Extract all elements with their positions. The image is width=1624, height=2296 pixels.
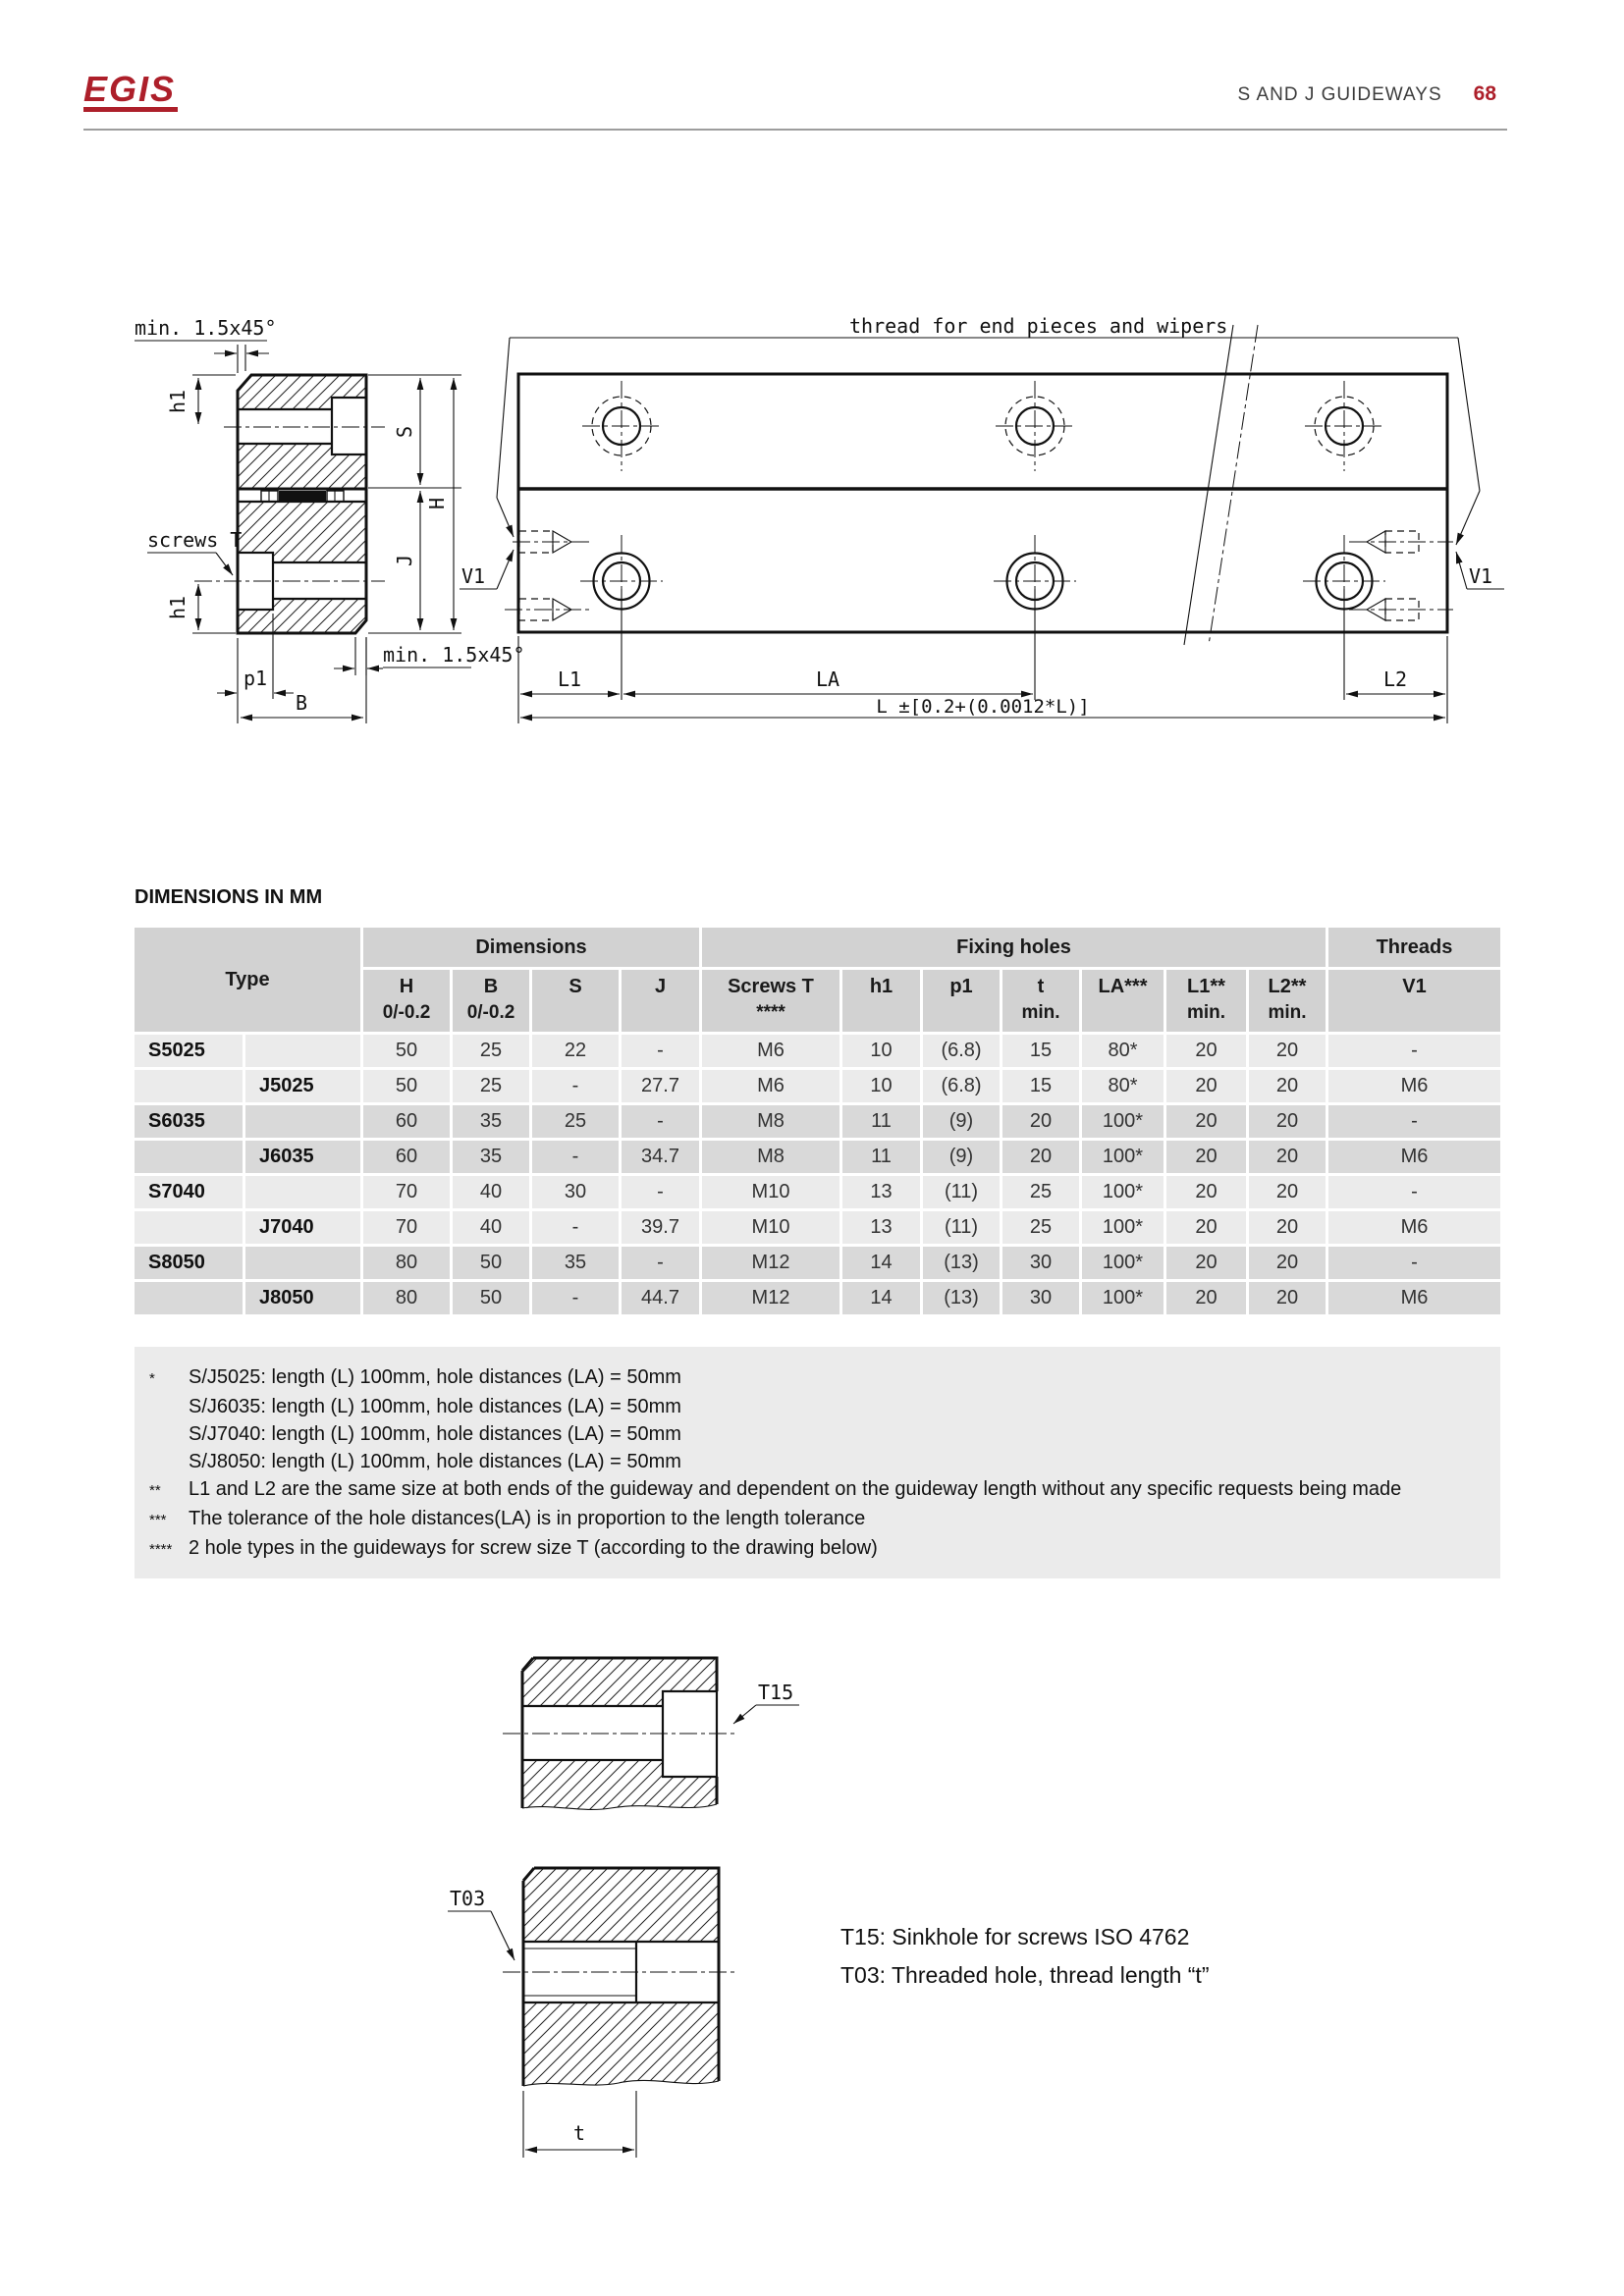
value-cell: - [622,1176,699,1208]
value-cell: 39.7 [622,1211,699,1244]
footnote-text: S/J7040: length (L) 100mm, hole distances (LA) = 50mm [189,1423,681,1445]
value-cell: 25 [1002,1176,1079,1208]
guideway-technical-drawing [88,312,1512,729]
footnote-line [135,1505,1500,1534]
column-header-h1 [842,970,920,1032]
value-cell: 35 [453,1141,529,1173]
type-cell-s [135,1282,243,1314]
value-cell: (11) [923,1176,1000,1208]
value-cell: 20 [1249,1070,1326,1102]
value-cell: 70 [363,1176,450,1208]
value-cell: 14 [842,1282,920,1314]
value-cell: - [1328,1247,1500,1279]
type-cell-s [135,1070,243,1102]
dim-label-screws-t: screws T [147,528,243,552]
value-cell: (9) [923,1141,1000,1173]
value-cell: 20 [1166,1035,1246,1067]
column-header-type: Type [135,928,360,1032]
value-cell: 20 [1249,1211,1326,1244]
value-cell: 20 [1166,1247,1246,1279]
footnote-line [135,1475,1500,1505]
value-cell: 20 [1249,1141,1326,1173]
chamfer-note-bottom: min. 1.5x45° [383,643,525,667]
value-cell: 70 [363,1211,450,1244]
value-cell: 25 [453,1070,529,1102]
footnote-line [135,1534,1500,1564]
value-cell: 80 [363,1282,450,1314]
hole-type-detail-drawing [422,1639,1188,2169]
footnotes-box [135,1347,1500,1578]
value-cell: 13 [842,1176,920,1208]
value-cell: 13 [842,1211,920,1244]
value-cell: 20 [1002,1141,1079,1173]
column-label: p1 [949,976,973,997]
value-cell: (9) [923,1105,1000,1138]
value-cell: M6 [702,1035,839,1067]
dim-label-v1-left: V1 [461,564,486,588]
value-cell: 80* [1082,1070,1164,1102]
value-cell: 50 [363,1035,450,1067]
value-cell: 100* [1082,1141,1164,1173]
value-cell: 100* [1082,1282,1164,1314]
value-cell: 50 [453,1282,529,1314]
value-cell: 80* [1082,1035,1164,1067]
value-cell: 100* [1082,1176,1164,1208]
footnote-line [135,1448,1500,1475]
group-header-threads: Threads [1328,928,1500,967]
column-header-v1 [1328,970,1500,1032]
column-label: Screws T [728,976,814,997]
footnote-marker [135,1448,189,1475]
value-cell: M6 [1328,1070,1500,1102]
value-cell: 15 [1002,1035,1079,1067]
dimensions-table [135,928,1500,1314]
footnote-text: S/J8050: length (L) 100mm, hole distances (LA) = 50mm [189,1451,681,1472]
value-cell: - [532,1141,619,1173]
type-cell-j [245,1176,360,1208]
footnote-text: 2 hole types in the guideways for screw size T (according to the drawing below) [189,1537,878,1559]
t03-legend: T03: Threaded hole, thread length “t” [840,1962,1210,1988]
t-dim-label: t [572,2121,586,2145]
value-cell: 50 [363,1070,450,1102]
value-cell: 20 [1166,1105,1246,1138]
page-header [1238,82,1496,106]
column-label: LA*** [1098,976,1148,997]
type-cell-s: S8050 [135,1247,243,1279]
value-cell: 20 [1166,1176,1246,1208]
footnote-text: The tolerance of the hole distances(LA) is in proportion to the length tolerance [189,1508,866,1529]
value-cell: M8 [702,1105,839,1138]
footnote-marker [135,1420,189,1448]
type-cell-j: J8050 [245,1282,360,1314]
footnote-text: S/J5025: length (L) 100mm, hole distances (LA) = 50mm [189,1366,681,1388]
value-cell: 22 [532,1035,619,1067]
column-label: S [568,976,582,997]
thread-note: thread for end pieces and wipers [849,314,1228,338]
value-cell: M12 [702,1247,839,1279]
value-cell: 100* [1082,1105,1164,1138]
header-divider [83,129,1507,131]
column-header-t [1002,970,1079,1032]
value-cell: M10 [702,1176,839,1208]
t03-label: T03 [450,1887,486,1910]
value-cell: 30 [1002,1282,1079,1314]
value-cell: 11 [842,1105,920,1138]
plan-view [460,314,1504,723]
value-cell: 20 [1249,1105,1326,1138]
value-cell: (13) [923,1282,1000,1314]
value-cell: M12 [702,1282,839,1314]
column-sublabel: min. [1186,1002,1226,1023]
value-cell: 20 [1249,1282,1326,1314]
value-cell: (11) [923,1211,1000,1244]
footnote-text: L1 and L2 are the same size at both ends of the guideway and dependent on the guideway length without any specific requests being made [189,1478,1402,1500]
dim-label-l2: L2 [1382,667,1408,691]
value-cell: 20 [1166,1211,1246,1244]
column-sublabel: min. [1268,1002,1307,1023]
value-cell: 44.7 [622,1282,699,1314]
column-header-j [622,970,699,1032]
type-cell-j [245,1247,360,1279]
value-cell: (13) [923,1247,1000,1279]
value-cell: - [622,1247,699,1279]
value-cell: 60 [363,1141,450,1173]
column-header-b [453,970,529,1032]
type-cell-j [245,1105,360,1138]
table-title: DIMENSIONS IN MM [135,886,323,908]
column-header-h [363,970,450,1032]
dim-label-h1-top: h1 [166,389,189,414]
value-cell: 50 [453,1247,529,1279]
t03-view [448,1868,736,2158]
value-cell: 20 [1249,1035,1326,1067]
t15-legend: T15: Sinkhole for screws ISO 4762 [840,1924,1190,1949]
value-cell: 40 [453,1176,529,1208]
t15-label: T15 [758,1681,794,1704]
value-cell: 100* [1082,1247,1164,1279]
value-cell: M10 [702,1211,839,1244]
type-cell-j [245,1035,360,1067]
footnote-marker: *** [149,1512,167,1528]
section-title: S AND J GUIDEWAYS [1237,84,1442,105]
value-cell: (6.8) [923,1035,1000,1067]
footnote-marker: * [149,1370,155,1387]
value-cell: M8 [702,1141,839,1173]
value-cell: 10 [842,1070,920,1102]
footnote-text: S/J6035: length (L) 100mm, hole distances (LA) = 50mm [189,1396,681,1417]
column-header-la- [1082,970,1164,1032]
v1-end-threads [505,531,1453,620]
column-label: h1 [869,976,893,997]
dim-label-s: S [393,425,416,439]
type-cell-s: S6035 [135,1105,243,1138]
value-cell: 15 [1002,1070,1079,1102]
type-cell-s: S5025 [135,1035,243,1067]
column-label: t [1037,976,1045,997]
page-number: 68 [1473,82,1496,105]
value-cell: 25 [532,1105,619,1138]
value-cell: - [1328,1176,1500,1208]
value-cell: 20 [1249,1247,1326,1279]
dim-label-la: LA [815,667,840,691]
value-cell: M6 [1328,1141,1500,1173]
value-cell: 14 [842,1247,920,1279]
value-cell: 30 [1002,1247,1079,1279]
column-sublabel: 0/-0.2 [466,1002,515,1023]
footnote-marker: **** [149,1541,173,1558]
dim-label-v1-right: V1 [1469,564,1493,588]
value-cell: 20 [1166,1282,1246,1314]
value-cell: 40 [453,1211,529,1244]
column-label: L2** [1268,976,1307,997]
cross-section-view [194,375,385,633]
dim-label-l-formula: L ±[0.2+(0.0012*L)] [876,696,1090,718]
value-cell: 20 [1249,1176,1326,1208]
type-cell-j: J6035 [245,1141,360,1173]
value-cell: 35 [532,1247,619,1279]
value-cell: 80 [363,1247,450,1279]
t15-view [503,1658,799,1809]
chamfer-note-top: min. 1.5x45° [135,316,277,340]
footnote-marker [135,1393,189,1420]
value-cell: - [532,1282,619,1314]
dim-label-h1-bottom: h1 [166,595,189,620]
dim-label-h: H [425,497,449,510]
value-cell: 25 [453,1035,529,1067]
dim-label-p1: p1 [243,667,268,690]
type-cell-s [135,1211,243,1244]
fixing-holes [580,535,1385,643]
group-header-dimensions: Dimensions [363,928,699,967]
column-label: B [483,976,499,997]
value-cell: 35 [453,1105,529,1138]
type-cell-j: J7040 [245,1211,360,1244]
value-cell: 100* [1082,1211,1164,1244]
column-label: L1** [1187,976,1225,997]
value-cell: - [532,1070,619,1102]
wiper-seal [279,491,326,502]
value-cell: - [532,1211,619,1244]
type-cell-j: J5025 [245,1070,360,1102]
value-cell: 34.7 [622,1141,699,1173]
column-sublabel: 0/-0.2 [382,1002,431,1023]
egis-logo: EGIS [83,73,178,112]
type-cell-s: S7040 [135,1176,243,1208]
value-cell: - [622,1105,699,1138]
value-cell: 20 [1166,1141,1246,1173]
footnote-line [135,1393,1500,1420]
column-sublabel: **** [756,1002,785,1023]
column-header-l2- [1249,970,1326,1032]
value-cell: M6 [1328,1282,1500,1314]
dim-label-l1: L1 [557,667,582,691]
value-cell: - [622,1035,699,1067]
dim-label-b: B [295,691,308,715]
dim-label-j: J [393,554,416,567]
value-cell: M6 [1328,1211,1500,1244]
value-cell: (6.8) [923,1070,1000,1102]
value-cell: 20 [1166,1070,1246,1102]
value-cell: - [1328,1035,1500,1067]
value-cell: 10 [842,1035,920,1067]
length-dimensions [518,589,1447,723]
column-label: V1 [1402,976,1427,997]
type-cell-s [135,1141,243,1173]
value-cell: M6 [702,1070,839,1102]
footnote-line [135,1363,1500,1393]
value-cell: 27.7 [622,1070,699,1102]
top-thread-holes [582,381,1383,471]
column-header-s [532,970,619,1032]
column-header-screws-t [702,970,839,1032]
column-label: J [654,976,667,997]
footnote-line [135,1420,1500,1448]
value-cell: 20 [1002,1105,1079,1138]
value-cell: 30 [532,1176,619,1208]
value-cell: - [1328,1105,1500,1138]
value-cell: 25 [1002,1211,1079,1244]
column-header-p1 [923,970,1000,1032]
group-header-fixing-holes: Fixing holes [702,928,1326,967]
value-cell: 11 [842,1141,920,1173]
value-cell: 60 [363,1105,450,1138]
footnote-marker: ** [149,1482,161,1499]
column-label: H [399,976,414,997]
column-header-l1- [1166,970,1246,1032]
column-sublabel: min. [1021,1002,1060,1023]
